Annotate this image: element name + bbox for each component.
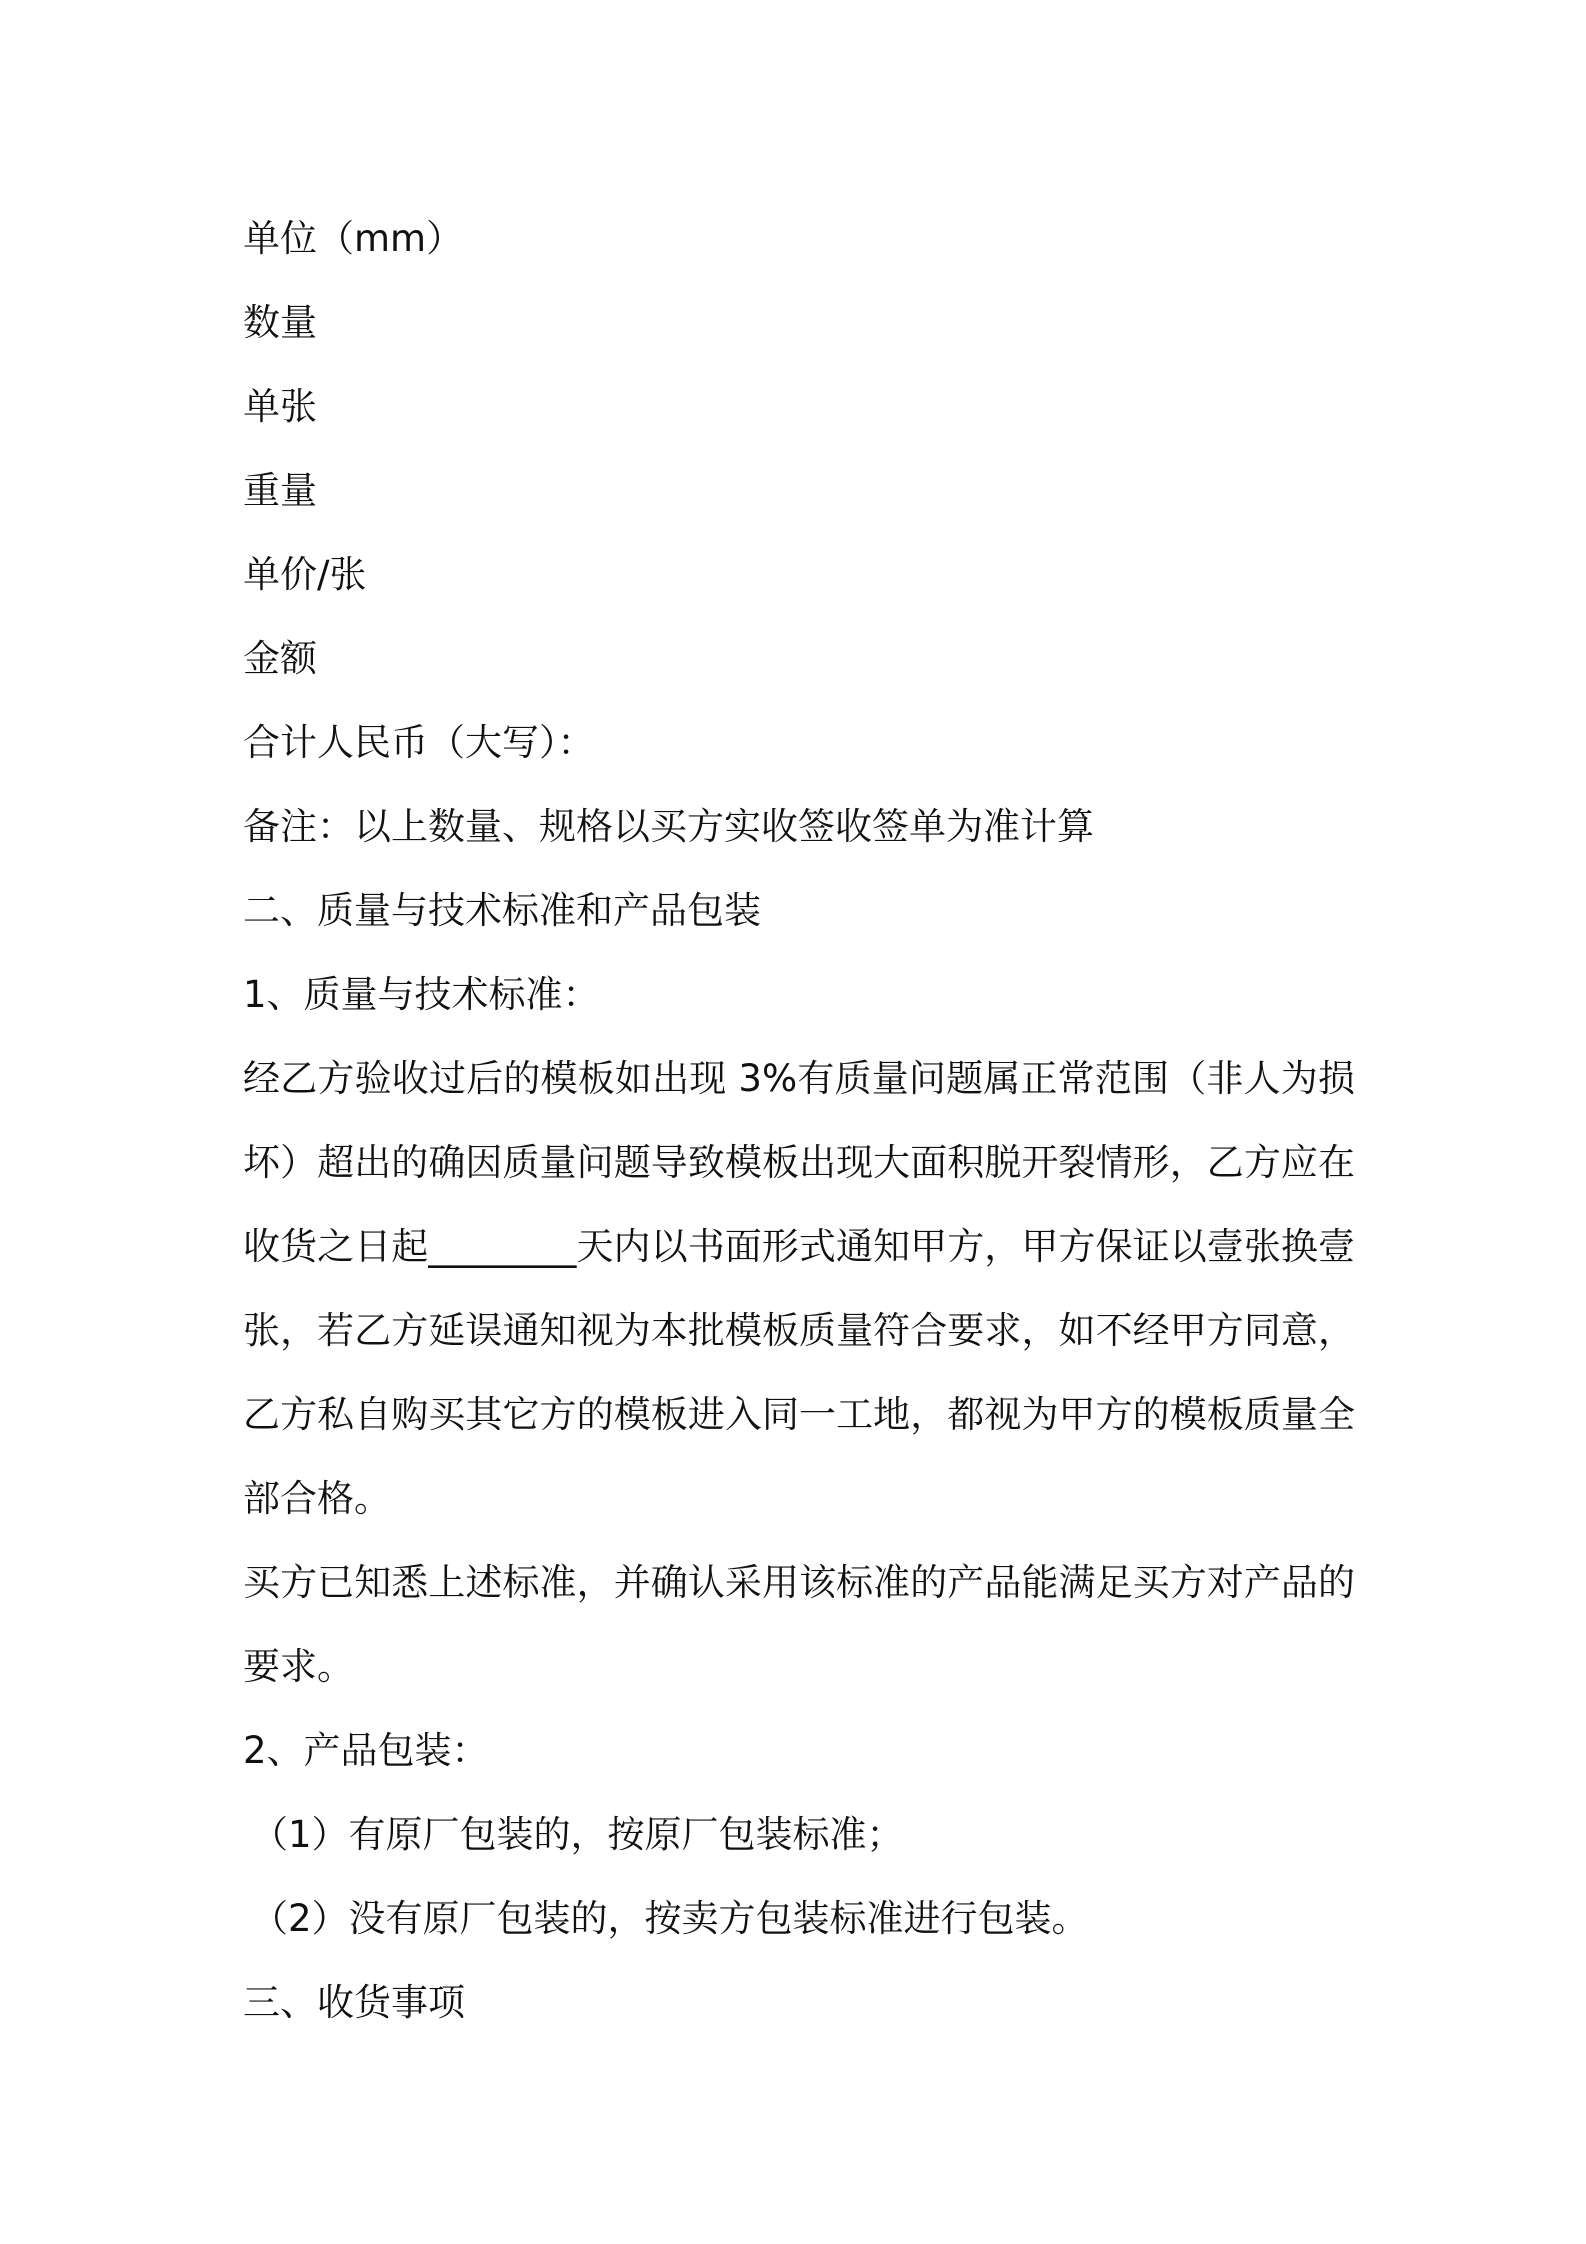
- field-quantity: 数量: [243, 301, 317, 344]
- field-weight: 重量: [243, 469, 317, 512]
- acknowledgement-line: 要求。: [243, 1645, 354, 1688]
- subsection-quality-heading: 1、质量与技术标准：: [243, 973, 600, 1016]
- field-single-sheet: 单张: [243, 385, 317, 428]
- quality-paragraph-line: 乙方私自购买其它方的模板进入同一工地，都视为甲方的模板质量全: [243, 1393, 1355, 1436]
- packaging-item-1: （1）有原厂包装的，按原厂包装标准；: [251, 1813, 904, 1856]
- section-2-heading: 二、质量与技术标准和产品包装: [243, 889, 761, 932]
- quality-paragraph-line: 张，若乙方延误通知视为本批模板质量符合要求，如不经甲方同意，: [243, 1309, 1355, 1352]
- field-total-rmb: 合计人民币（大写）：: [243, 721, 595, 764]
- quality-paragraph-line: 收货之日起________天内以书面形式通知甲方，甲方保证以壹张换壹: [243, 1225, 1355, 1268]
- buyer-acknowledgement-paragraph: [243, 1541, 1355, 1709]
- section-3-heading: 三、收货事项: [243, 1981, 465, 2024]
- quality-paragraph-line: 经乙方验收过后的模板如出现 3%有质量问题属正常范围（非人为损: [243, 1057, 1355, 1100]
- acknowledgement-line: 买方已知悉上述标准，并确认采用该标准的产品能满足买方对产品的: [243, 1561, 1355, 1604]
- quality-paragraph: [243, 1037, 1355, 1541]
- field-amount: 金额: [243, 637, 317, 680]
- subsection-packaging-heading: 2、产品包装：: [243, 1729, 489, 1772]
- document-page: [243, 197, 1355, 2045]
- quality-paragraph-line: 部合格。: [243, 1477, 391, 1520]
- quality-paragraph-line: 坏）超出的确因质量问题导致模板出现大面积脱开裂情形，乙方应在: [243, 1141, 1355, 1184]
- remark-text: 备注：以上数量、规格以买方实收签收签单为准计算: [243, 805, 1094, 848]
- packaging-item-2: （2）没有原厂包装的，按卖方包装标准进行包装。: [251, 1897, 1089, 1940]
- field-unit: 单位（mm）: [243, 217, 464, 260]
- field-unit-price: 单价/张: [243, 553, 367, 596]
